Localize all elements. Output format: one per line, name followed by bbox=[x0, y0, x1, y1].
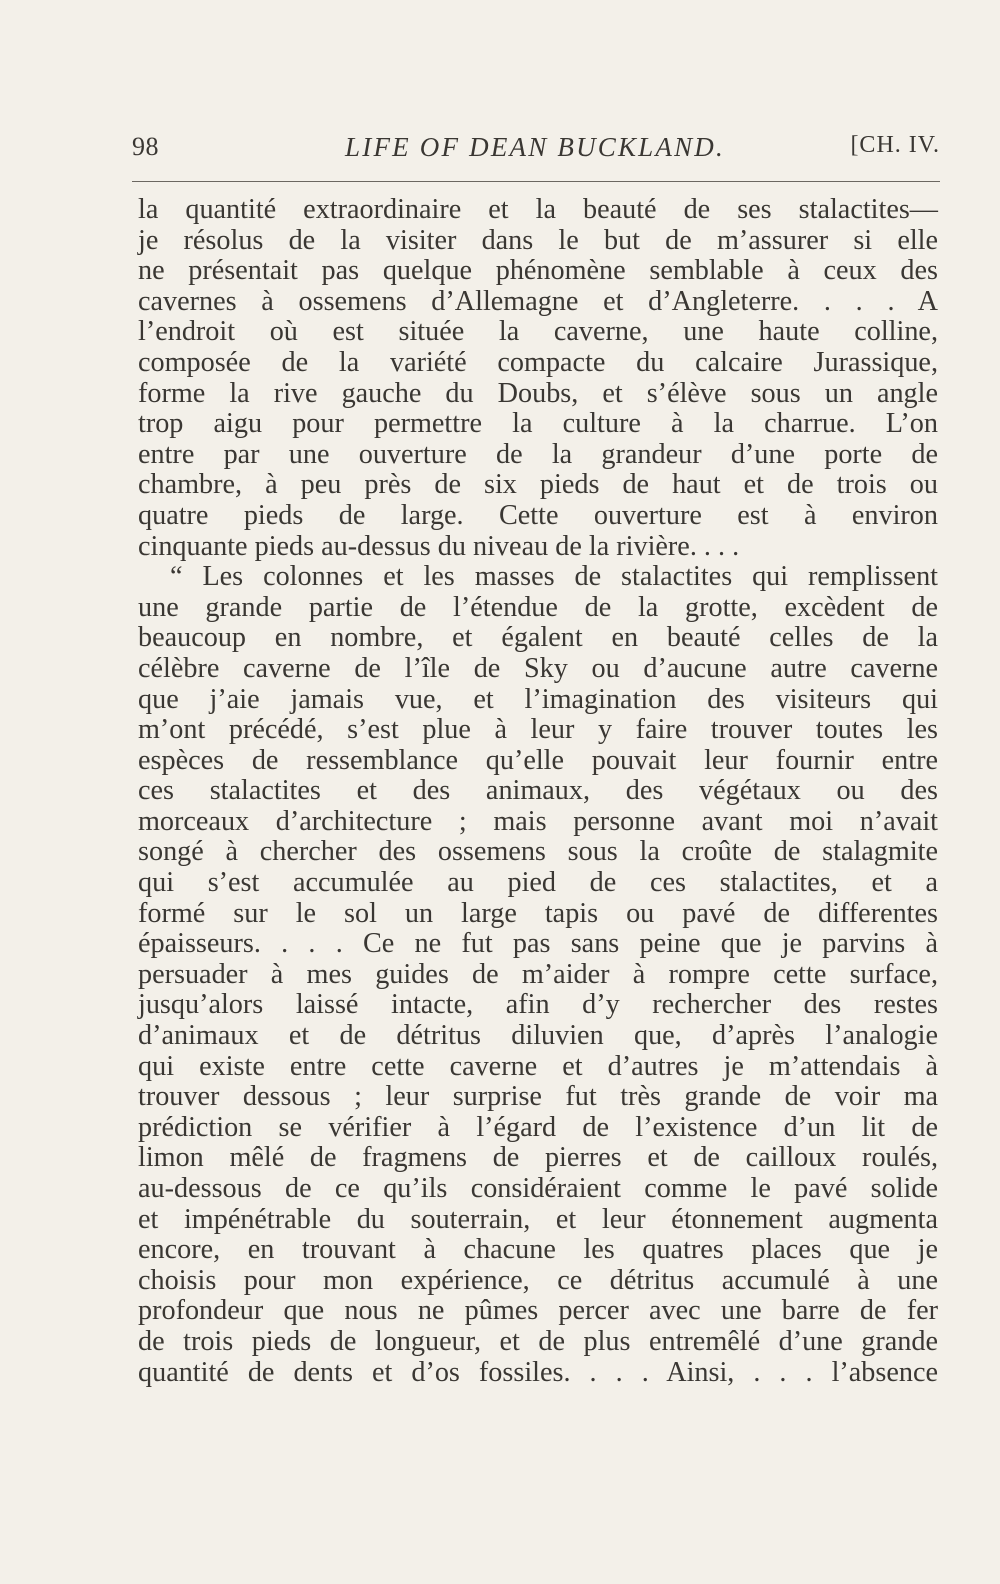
text-line: d’animaux et de détritus diluvien que, d’après l’analogie bbox=[138, 1020, 938, 1052]
text-line: l’endroit où est située la caverne, une haute colline, bbox=[138, 316, 938, 348]
text-line: quatre pieds de large. Cette ouverture est à environ bbox=[138, 499, 938, 531]
text-line: ces stalactites et des animaux, des végétaux ou des bbox=[138, 775, 938, 807]
text-line: prédiction se vérifier à l’égard de l’existence d’un lit de bbox=[138, 1111, 938, 1143]
text-line: espèces de ressemblance qu’elle pouvait leur fournir entre bbox=[138, 744, 938, 776]
text-line: quantité de dents et d’os fossiles. . . . Ainsi, . . . l’absence bbox=[138, 1356, 938, 1388]
text-line: chambre, à peu près de six pieds de haut et de trois ou bbox=[138, 469, 938, 501]
text-line: une grande partie de l’étendue de la grotte, excèdent de bbox=[138, 591, 938, 623]
text-line: de trois pieds de longueur, et de plus entremêlé d’une grande bbox=[138, 1325, 938, 1357]
text-line: au-dessous de ce qu’ils considéraient comme le pavé solide bbox=[138, 1173, 938, 1204]
text-line: encore, en trouvant à chacune les quatres places que je bbox=[138, 1234, 938, 1266]
text-line: qui existe entre cette caverne et d’autres je m’attendais à bbox=[138, 1050, 938, 1082]
text-line: jusqu’alors laissé intacte, afin d’y rechercher des restes bbox=[138, 989, 938, 1021]
text-line: limon mêlé de fragmens de pierres et de cailloux roulés, bbox=[138, 1142, 938, 1174]
chapter-label: [CH. IV. bbox=[850, 132, 940, 158]
text-line: morceaux d’architecture ; mais personne avant moi n’avait bbox=[138, 805, 938, 837]
text-line: composée de la variété compacte du calcaire Jurassique, bbox=[138, 346, 938, 378]
text-line: cavernes à ossemens d’Allemagne et d’Angleterre. . . . A bbox=[138, 285, 938, 317]
text-line: trop aigu pour permettre la culture à la charrue. L’on bbox=[138, 408, 938, 440]
text-line: trouver dessous ; leur surprise fut très grande de voir ma bbox=[138, 1081, 938, 1113]
text-line: choisis pour mon expérience, ce détritus accumulé à une bbox=[138, 1264, 938, 1296]
text-line: persuader à mes guides de m’aider à rompre cette surface, bbox=[138, 958, 938, 990]
text-line: qui s’est accumulée au pied de ces stalactites, et a bbox=[138, 867, 938, 899]
body-text bbox=[138, 195, 938, 1388]
text-line: ne présentait pas quelque phénomène semblable à ceux des bbox=[138, 255, 938, 287]
text-line: célèbre caverne de l’île de Sky ou d’aucune autre caverne bbox=[138, 652, 938, 684]
text-line: je résolus de la visiter dans le but de m’assurer si elle bbox=[138, 224, 938, 256]
header-rule bbox=[132, 181, 940, 182]
text-line: et impénétrable du souterrain, et leur étonnement augmenta bbox=[138, 1203, 938, 1235]
text-line: épaisseurs. . . . Ce ne fut pas sans peine que je parvins à bbox=[138, 928, 938, 960]
running-title: LIFE OF DEAN BUCKLAND. bbox=[345, 132, 725, 162]
text-line: “ Les colonnes et les masses de stalactites qui remplissent bbox=[170, 561, 938, 593]
text-line: entre par une ouverture de la grandeur d’une porte de bbox=[138, 438, 938, 470]
text-line: forme la rive gauche du Doubs, et s’élève sous un angle bbox=[138, 377, 938, 409]
page-header bbox=[130, 132, 940, 168]
text-line: cinquante pieds au-dessus du niveau de la rivière. . . . bbox=[138, 530, 740, 562]
text-line: la quantité extraordinaire et la beauté de ses stalactites— bbox=[138, 194, 938, 225]
text-line: songé à chercher des ossemens sous la croûte de stalagmite bbox=[138, 836, 938, 868]
text-line: beaucoup en nombre, et égalent en beauté celles de la bbox=[138, 622, 938, 654]
text-line: profondeur que nous ne pûmes percer avec une barre de fer bbox=[138, 1295, 938, 1327]
text-line: que j’aie jamais vue, et l’imagination des visiteurs qui bbox=[138, 683, 938, 715]
text-line: m’ont précédé, s’est plue à leur y faire trouver toutes les bbox=[138, 714, 938, 746]
page-number: 98 bbox=[132, 132, 159, 161]
text-line: formé sur le sol un large tapis ou pavé de differentes bbox=[138, 897, 938, 929]
